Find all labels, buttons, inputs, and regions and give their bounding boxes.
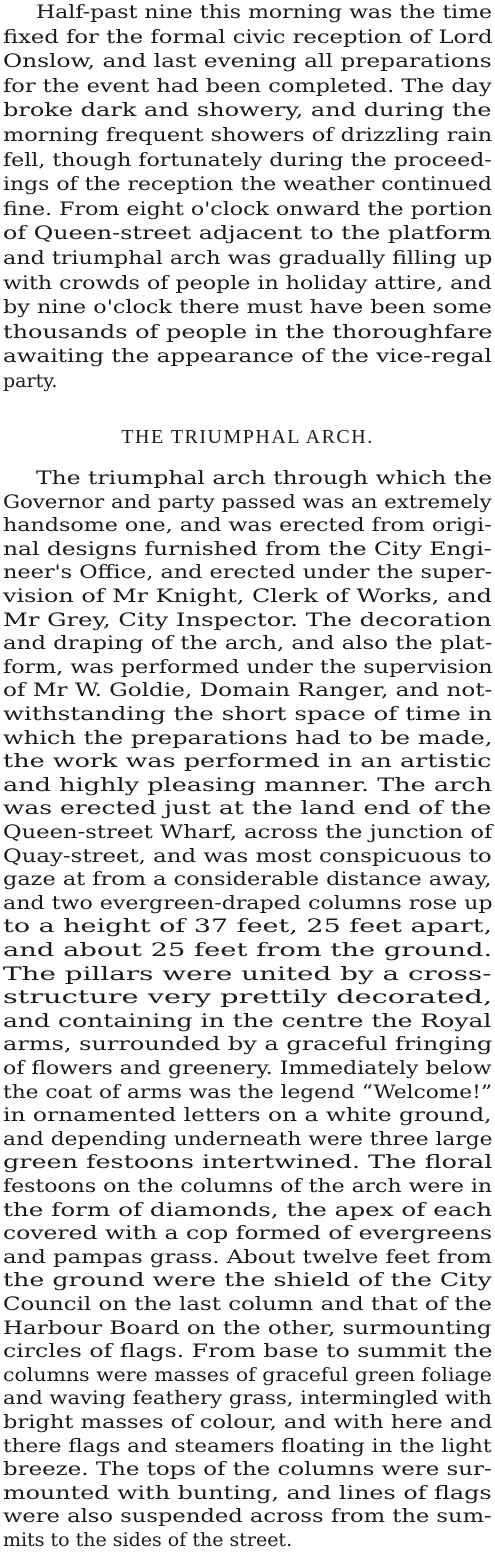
text-line: covered with a cop formed of evergreens — [3, 1222, 493, 1245]
text-line: form, was performed under the supervision — [3, 655, 493, 678]
text-line: bright masses of colour, and with here and — [3, 1411, 493, 1433]
text-line: was erected just at the land end of the — [3, 797, 492, 820]
text-line: and pampas grass. About twelve feet from — [3, 1245, 492, 1268]
text-line: structure very prettily decorated, — [3, 986, 493, 1009]
text-line: awaiting the appearance of the vice-regal — [3, 345, 492, 368]
text-line: of flowers and greenery. Immediately below — [3, 1057, 492, 1079]
text-line: The pillars were united by a cross- — [3, 962, 492, 985]
text-line: and containing in the centre the Royal — [3, 1009, 492, 1032]
text-line: Council on the last column and that of the — [3, 1293, 492, 1315]
text-line: breeze. The tops of the columns were sur- — [3, 1458, 492, 1481]
text-line: ings of the reception the weather continued — [3, 173, 492, 196]
text-line: morning frequent showers of drizzling rain — [3, 124, 493, 146]
text-line: vision of Mr Knight, Clerk of Works, and — [3, 585, 492, 607]
text-line: and depending underneath were three large — [3, 1127, 493, 1150]
text-line: and highly pleasing manner. The arch — [3, 773, 493, 796]
text-line: Queen-street Wharf, across the junction of — [3, 821, 493, 843]
text-line: arms, surrounded by a graceful fringing — [3, 1033, 493, 1056]
text-line: for the event had been completed. The day — [3, 74, 492, 97]
text-line: in ornamented letters on a white ground, — [3, 1104, 492, 1127]
text-line: with crowds of people in holiday attire, and — [3, 271, 492, 294]
text-line: thousands of people in the thoroughfare — [3, 320, 493, 343]
text-line: which the preparations had to be made, — [3, 726, 493, 749]
text-line: green festoons intertwined. The floral — [3, 1151, 493, 1174]
text-line: by nine o'clock there must have been some — [3, 296, 492, 319]
text-line: gaze at from a considerable distance away, — [3, 868, 492, 891]
text-line: Harbour Board on the other, surmounting — [3, 1316, 492, 1339]
text-line: the form of diamonds, the apex of each — [3, 1198, 493, 1221]
text-line: fixed for the formal civic reception of Lord — [3, 25, 493, 48]
text-line: mits to the sides of the street. — [3, 1529, 293, 1551]
text-line: Mr Grey, City Inspector. The decoration — [3, 608, 492, 631]
text-line: Half-past nine this morning was the time — [36, 1, 493, 23]
text-line: there flags and steamers floating in the light — [3, 1434, 492, 1457]
text-line: fell, though fortunately during the proceed- — [3, 148, 492, 171]
section-heading: THE TRIUMPHAL ARCH. — [121, 426, 374, 448]
text-line: and waving feathery grass, intermingled with — [3, 1387, 492, 1410]
text-line: and draping of the arch, and also the plat- — [3, 632, 493, 655]
text-line: withstanding the short space of time in — [3, 703, 493, 725]
text-line: Onslow, and last evening all preparations — [3, 50, 492, 73]
text-line: of Queen-street adjacent to the platform — [3, 222, 492, 245]
text-line: Quay-street, and was most conspicuous to — [3, 844, 492, 867]
text-line: festoons on the columns of the arch were in — [3, 1175, 493, 1197]
text-line: columns were masses of graceful green foliage — [3, 1363, 492, 1386]
text-line: and about 25 feet from the ground. — [3, 939, 493, 961]
text-line: the work was performed in an artistic — [3, 750, 492, 773]
text-line: handsome one, and was erected from origi- — [3, 514, 492, 537]
text-line: Governor and party passed was an extremely — [3, 490, 492, 513]
text-line: nal designs furnished from the City Engi- — [3, 537, 492, 560]
text-line: fine. From eight o'clock onward the portion — [3, 197, 493, 220]
text-line: and two evergreen-draped columns rose up — [3, 891, 493, 914]
text-line: were also suspended across from the sum- — [3, 1505, 492, 1528]
text-line: circles of flags. From base to summit the — [3, 1340, 493, 1363]
text-line: The triumphal arch through which the — [36, 467, 493, 489]
text-line: the coat of arms was the legend “Welcome!” — [3, 1080, 492, 1103]
text-line: broke dark and showery, and during the — [3, 99, 492, 122]
text-line: neer's Office, and erected under the super- — [3, 561, 493, 584]
text-line: to a height of 37 feet, 25 feet apart, — [3, 915, 493, 938]
text-line: mounted with bunting, and lines of flags — [3, 1481, 492, 1504]
text-line: and triumphal arch was gradually filling up — [3, 247, 493, 269]
text-line: of Mr W. Goldie, Domain Ranger, and not- — [3, 679, 493, 702]
text-line: party. — [3, 370, 58, 392]
text-line: the ground were the shield of the City — [3, 1269, 492, 1292]
